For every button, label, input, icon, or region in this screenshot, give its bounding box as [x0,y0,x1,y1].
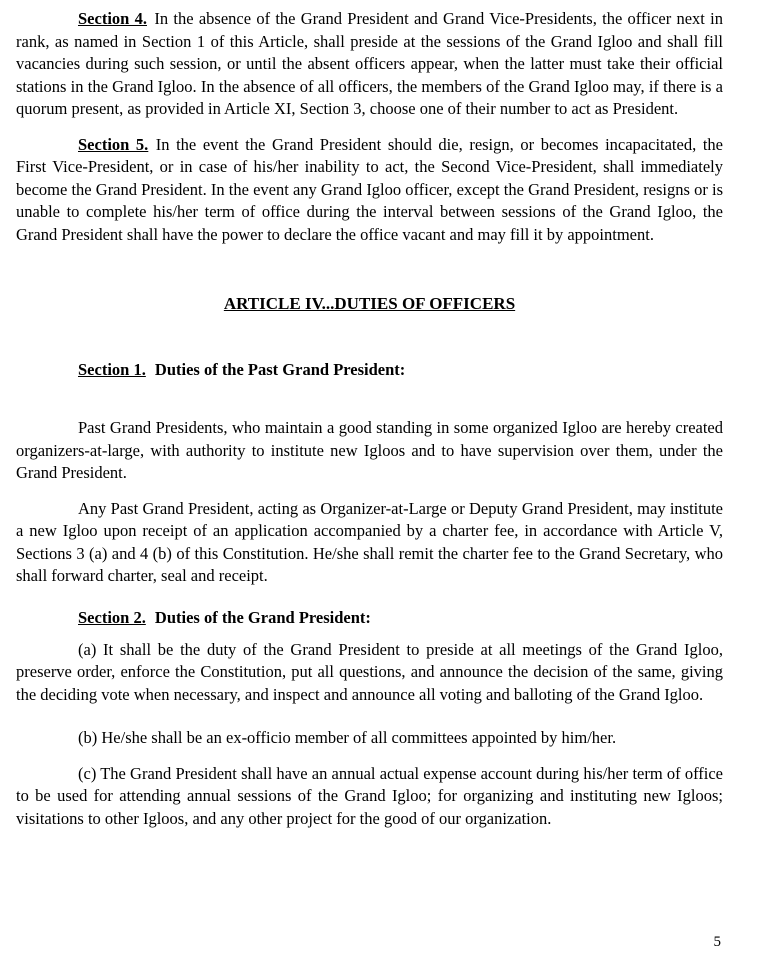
section-4-text: In the absence of the Grand President and Grand Vice-Presidents, the officer next in rank, as named in Section 1 of this Article, shall preside at the sessions of the Grand Igloo and shall fill vacancies during such session, or until the absent officers appear, when the latter must take their official stations in the Grand Igloo. In the absence of all officers, the members of the Grand Igloo may, if there is a quorum present, as provided in Article XI, Section 3, choose one of their number to act as President. [16,9,723,118]
duty-a-paragraph: (a) It shall be the duty of the Grand President to preside at all meetings of the Grand Igloo, preserve order, enforce the Constitution, put all questions, and announce the decision of the same, giving the deciding vote when necessary, and inspect and announce all voting and balloting of the Grand Igloo. [16,639,723,704]
section-5-label: Section 5. [78,134,149,154]
page-number: 5 [713,934,721,950]
section-4-label: Section 4. [78,9,147,28]
article-iv-heading-text: ARTICLE IV...DUTIES OF OFFICERS [223,294,516,313]
section-1-heading [78,359,723,381]
section-4-paragraph [16,8,723,121]
section-1-heading-label: Section 1. [78,360,146,379]
section-2-heading [78,607,723,629]
section-5-text: In the event the Grand President should die, resign, or becomes incapacitated, the First Vice-President, or in case of his/her inability to act, the Second Vice-President, shall immediately become the Grand President. In the event any Grand Igloo officer, except the Grand President, resigns or is unable to complete his/her term of office during the interval between sessions of the Grand Igloo, the Grand President shall have the power to declare the office vacant and may fill it by appointment. [16,134,723,244]
duty-b-paragraph: (b) He/she shall be an ex-officio member of all committees appointed by him/her. [78,728,617,747]
section-2-heading-text: Duties of the Grand President: [154,607,371,627]
duty-c-paragraph: (c) The Grand President shall have an annual actual expense account during his/her term of office to be used for attending annual sessions of the Grand Igloo; for organizing and instituting new Igloos; visitations to other Igloos, and any other project for the good of our organization. [16,763,723,828]
organizer-at-large-paragraph: Any Past Grand President, acting as Organizer-at-Large or Deputy Grand President, may institute a new Igloo upon receipt of an application accompanied by a charter fee, in accordance with Article V, Sections 3 (a) and 4 (b) of this Constitution. He/she shall remit the charter fee to the Grand Secretary, who shall forward charter, seal and receipt. [16,498,723,585]
section-1-heading-text: Duties of the Past Grand President: [154,360,406,379]
section-2-heading-label: Section 2. [78,607,146,627]
section-5-paragraph [16,134,723,247]
past-grand-presidents-paragraph: Past Grand Presidents, who maintain a good standing in some organized Igloo are hereby created organizers-at-large, with authority to institute new Igloos and to have supervision over them, under the Grand President. [16,418,723,482]
article-iv-heading [16,293,723,315]
